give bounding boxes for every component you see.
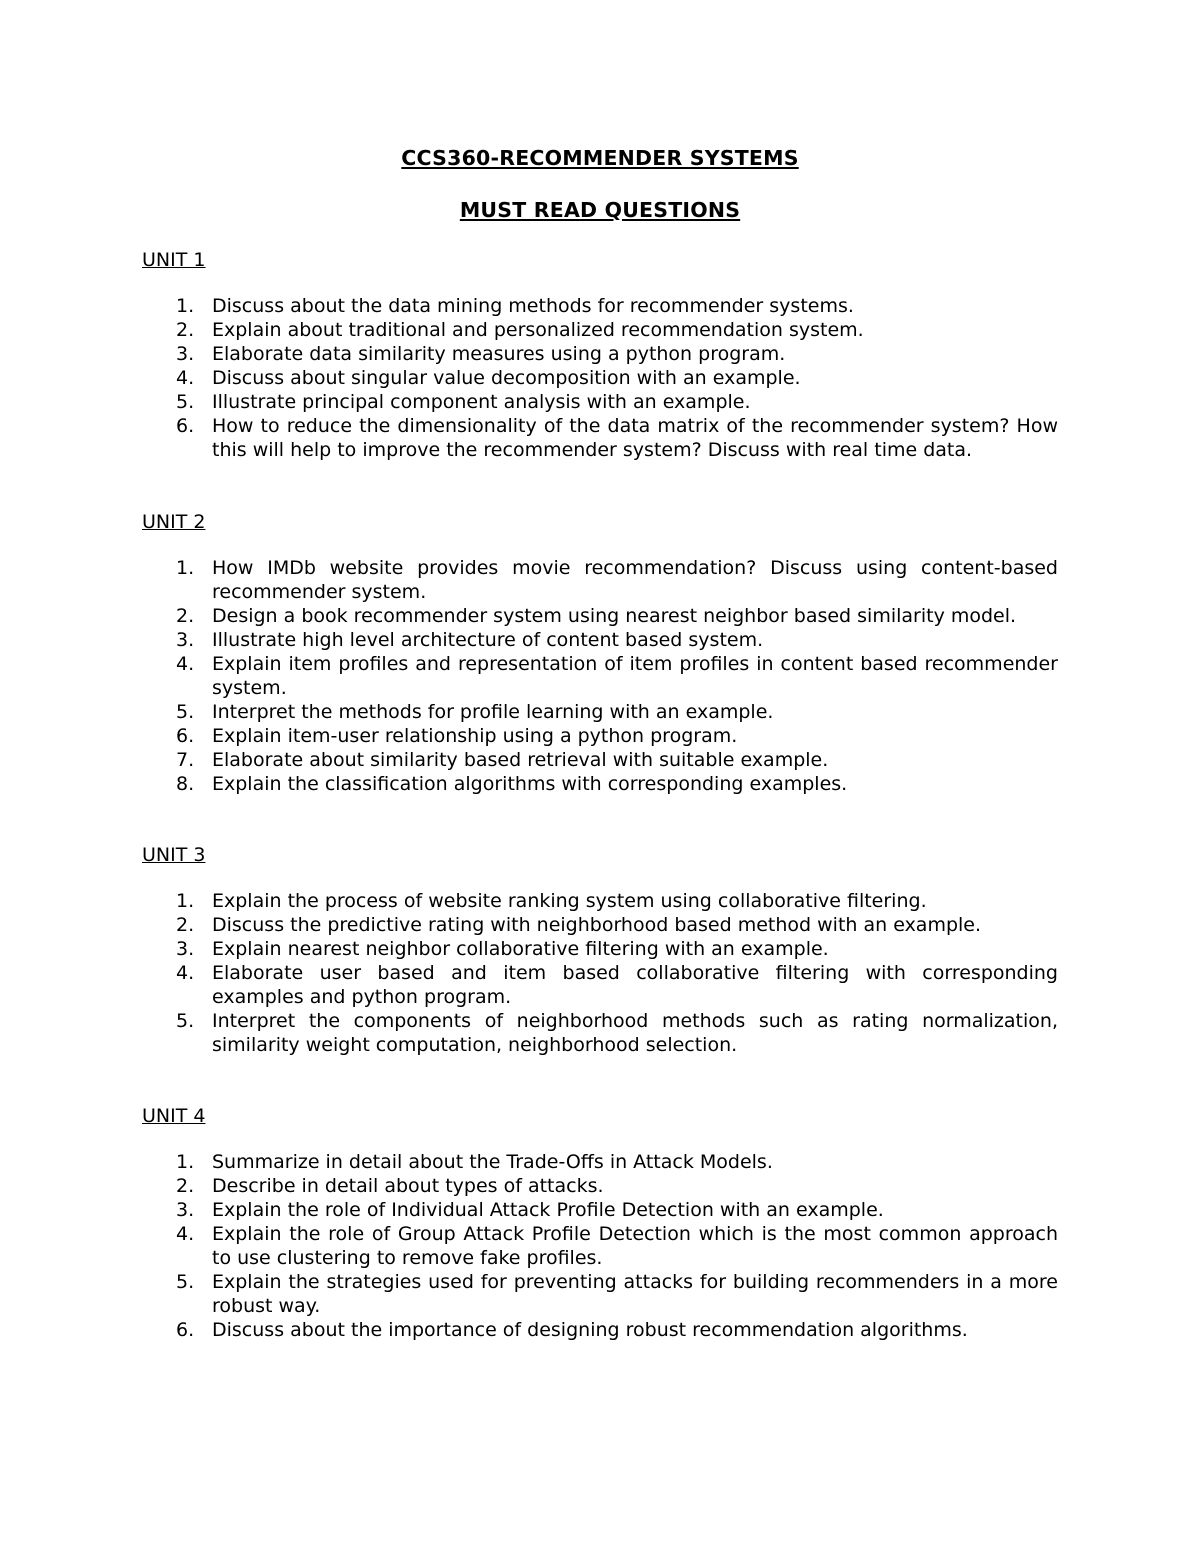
question-list — [142, 294, 1062, 462]
question-number: 8. — [176, 773, 195, 795]
unit-heading: UNIT 2 — [142, 511, 206, 533]
question-item — [142, 1198, 1058, 1222]
question-number: 5. — [176, 1010, 195, 1032]
document-subtitle: MUST READ QUESTIONS — [459, 198, 741, 222]
question-number: 6. — [176, 1319, 195, 1341]
question-item — [142, 366, 1058, 390]
question-number: 4. — [176, 367, 195, 389]
question-text: How IMDb website provides movie recommendation? Discuss using content-based recommender system. — [212, 557, 1058, 603]
question-number: 5. — [176, 1271, 195, 1293]
question-item — [142, 414, 1058, 462]
question-item — [142, 1150, 1058, 1174]
question-text: Interpret the methods for profile learning with an example. — [212, 701, 774, 723]
question-number: 5. — [176, 701, 195, 723]
question-item — [142, 961, 1058, 1009]
question-text: How to reduce the dimensionality of the data matrix of the recommender system? How this will help to improve the recommender system? Discuss with real time data. — [212, 415, 1058, 461]
question-number: 5. — [176, 391, 195, 413]
question-text: Discuss about the importance of designing robust recommendation algorithms. — [212, 1319, 968, 1341]
question-text: Design a book recommender system using nearest neighbor based similarity model. — [212, 605, 1017, 627]
question-item — [142, 1174, 1058, 1198]
question-text: Explain the process of website ranking system using collaborative filtering. — [212, 890, 927, 912]
question-number: 4. — [176, 1223, 195, 1245]
question-text: Explain the role of Individual Attack Profile Detection with an example. — [212, 1199, 884, 1221]
unit-heading: UNIT 4 — [142, 1105, 206, 1127]
question-number: 1. — [176, 295, 195, 317]
question-item — [142, 1009, 1058, 1057]
question-item — [142, 628, 1058, 652]
question-list — [142, 1150, 1062, 1342]
question-number: 3. — [176, 343, 195, 365]
question-number: 1. — [176, 557, 195, 579]
question-number: 2. — [176, 1175, 195, 1197]
question-item — [142, 700, 1058, 724]
question-item — [142, 889, 1058, 913]
question-text: Elaborate data similarity measures using a python program. — [212, 343, 786, 365]
question-item — [142, 772, 1058, 796]
question-number: 4. — [176, 653, 195, 675]
question-number: 1. — [176, 1151, 195, 1173]
question-text: Interpret the components of neighborhood methods such as rating normalization, similarity weight computation, neighborhood selection. — [212, 1010, 1058, 1056]
question-text: Elaborate about similarity based retrieval with suitable example. — [212, 749, 829, 771]
question-list — [142, 889, 1062, 1057]
question-item — [142, 390, 1058, 414]
question-item — [142, 724, 1058, 748]
question-text: Discuss the predictive rating with neighborhood based method with an example. — [212, 914, 982, 936]
question-text: Discuss about singular value decomposition with an example. — [212, 367, 801, 389]
question-item — [142, 342, 1058, 366]
question-item — [142, 748, 1058, 772]
question-number: 2. — [176, 605, 195, 627]
question-text: Illustrate high level architecture of content based system. — [212, 629, 764, 651]
question-text: Explain the strategies used for preventing attacks for building recommenders in a more robust way. — [212, 1271, 1058, 1317]
question-text: Explain about traditional and personalized recommendation system. — [212, 319, 864, 341]
question-number: 2. — [176, 914, 195, 936]
question-number: 3. — [176, 938, 195, 960]
question-text: Discuss about the data mining methods for recommender systems. — [212, 295, 854, 317]
question-text: Explain nearest neighbor collaborative filtering with an example. — [212, 938, 829, 960]
unit-2-section — [142, 510, 1062, 796]
question-text: Elaborate user based and item based collaborative filtering with corresponding examples and python program. — [212, 962, 1058, 1008]
question-item — [142, 1222, 1058, 1270]
document-title: CCS360-RECOMMENDER SYSTEMS — [401, 146, 799, 170]
question-item — [142, 294, 1058, 318]
question-text: Illustrate principal component analysis with an example. — [212, 391, 751, 413]
question-item — [142, 1318, 1058, 1342]
question-number: 2. — [176, 319, 195, 341]
question-text: Explain the classification algorithms with corresponding examples. — [212, 773, 848, 795]
question-item — [142, 318, 1058, 342]
question-text: Describe in detail about types of attacks. — [212, 1175, 604, 1197]
question-text: Explain item profiles and representation of item profiles in content based recommender system. — [212, 653, 1058, 699]
question-item — [142, 937, 1058, 961]
question-text: Explain the role of Group Attack Profile Detection which is the most common approach to use clustering to remove fake profiles. — [212, 1223, 1058, 1269]
question-item — [142, 913, 1058, 937]
question-item — [142, 652, 1058, 700]
question-number: 6. — [176, 725, 195, 747]
question-number: 4. — [176, 962, 195, 984]
question-text: Explain item-user relationship using a python program. — [212, 725, 738, 747]
question-number: 1. — [176, 890, 195, 912]
unit-heading: UNIT 1 — [142, 249, 206, 271]
question-text: Summarize in detail about the Trade-Offs in Attack Models. — [212, 1151, 773, 1173]
question-list — [142, 556, 1062, 796]
question-number: 3. — [176, 629, 195, 651]
unit-4-section — [142, 1104, 1062, 1342]
unit-1-section — [142, 248, 1062, 462]
question-item — [142, 556, 1058, 604]
question-number: 6. — [176, 415, 195, 437]
unit-heading: UNIT 3 — [142, 844, 206, 866]
question-item — [142, 1270, 1058, 1318]
unit-3-section — [142, 843, 1062, 1057]
question-item — [142, 604, 1058, 628]
question-number: 7. — [176, 749, 195, 771]
question-number: 3. — [176, 1199, 195, 1221]
